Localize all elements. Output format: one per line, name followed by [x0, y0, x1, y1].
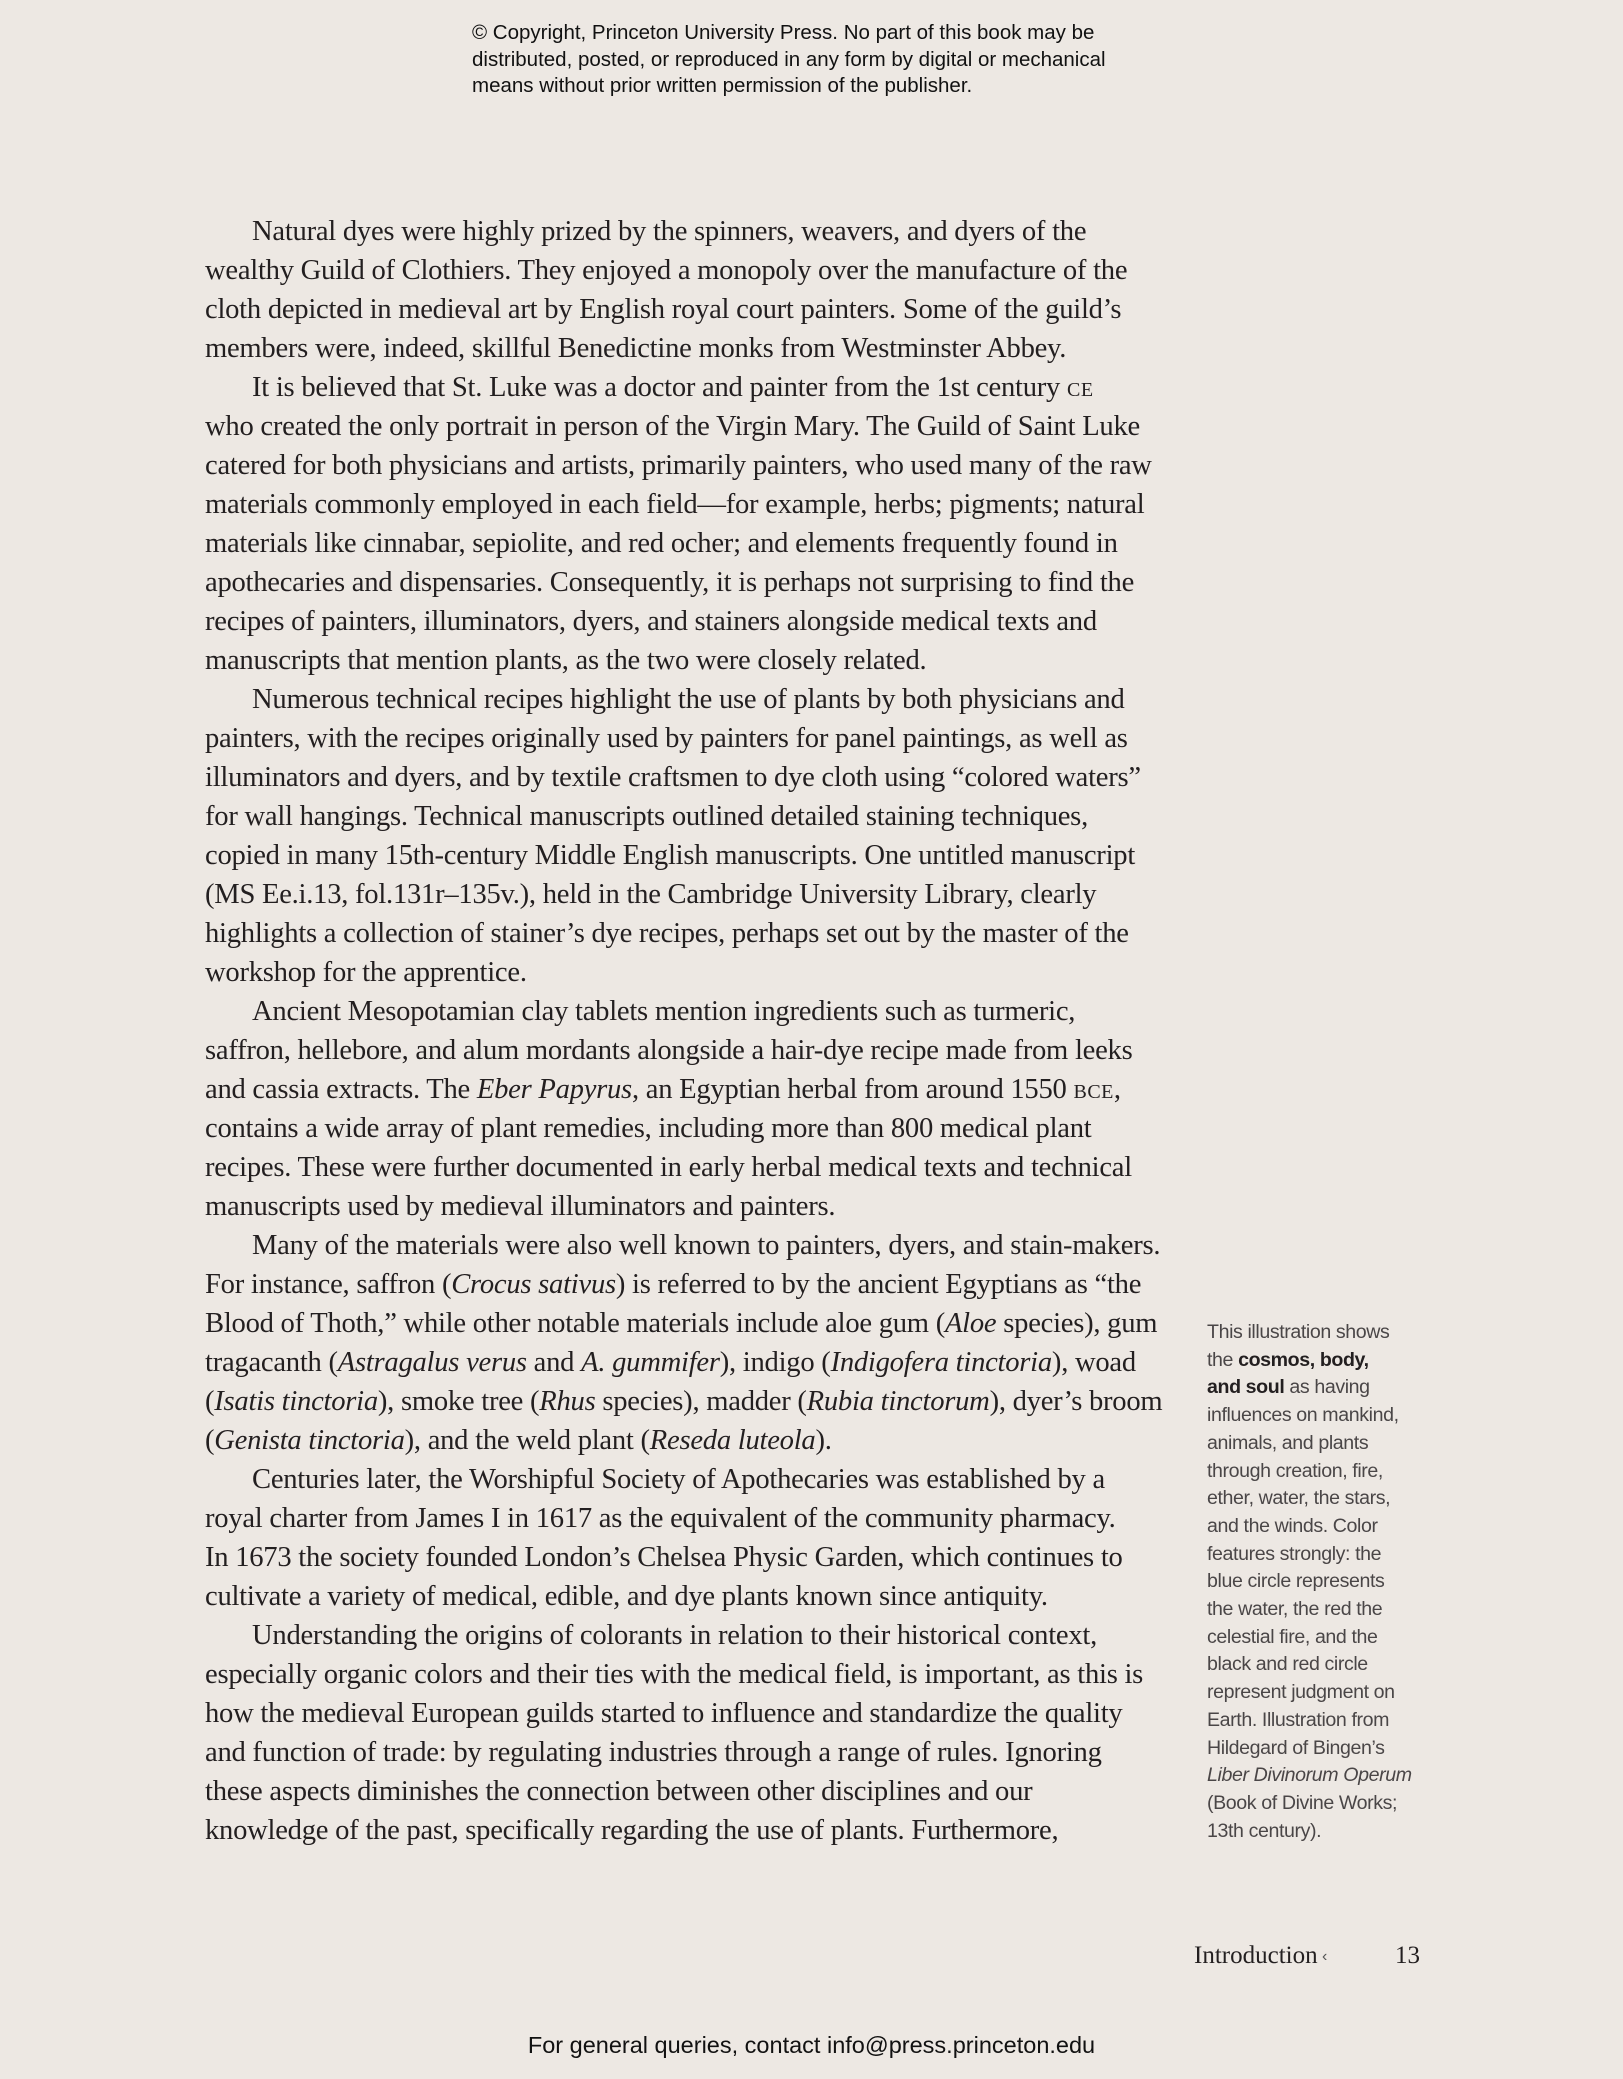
caption-line [1207, 1818, 1447, 1846]
text-line [205, 1499, 1215, 1538]
text-line [205, 251, 1215, 290]
text-run: For instance, saffron ( [205, 1269, 452, 1300]
text-run: manuscripts that mention plants, as the two were closely related. [205, 645, 927, 676]
text-run: blue circle represents [1207, 1570, 1385, 1593]
text-line [205, 1460, 1215, 1499]
small-caps-text: ce [1067, 372, 1094, 403]
text-line [205, 1811, 1215, 1850]
text-run: especially organic colors and their ties with the medical field, is important, as this is [205, 1659, 1144, 1690]
text-run: Earth. Illustration from [1207, 1708, 1390, 1731]
text-run: features strongly: the [1207, 1542, 1382, 1565]
text-run: recipes. These were further documented in early herbal medical texts and technical [205, 1152, 1132, 1183]
text-run: materials commonly employed in each field—for example, herbs; pigments; natural [205, 489, 1145, 520]
text-line [205, 1772, 1215, 1811]
text-run: these aspects diminishes the connection between other disciplines and our [205, 1776, 1033, 1807]
text-run: cultivate a variety of medical, edible, and dye plants known since antiquity. [205, 1581, 1048, 1612]
caption-line [1207, 1679, 1447, 1707]
text-line [205, 1694, 1215, 1733]
italic-text: Rubia tinctorum [806, 1386, 990, 1417]
text-run: influences on mankind, [1207, 1404, 1399, 1427]
text-run: saffron, hellebore, and alum mordants alongside a hair-dye recipe made from leeks [205, 1035, 1133, 1066]
bold-text: and soul [1207, 1376, 1285, 1399]
caption-line [1207, 1568, 1447, 1596]
copyright-line: © Copyright, Princeton University Press. No part of this book may be [472, 21, 1095, 44]
text-run: wealthy Guild of Clothiers. They enjoyed a monopoly over the manufacture of the [205, 255, 1128, 286]
italic-text: Genista tinctoria [214, 1425, 405, 1456]
text-line [205, 719, 1215, 758]
italic-text: A. gummifer [581, 1347, 720, 1378]
caption-line [1207, 1735, 1447, 1763]
copyright-line: distributed, posted, or reproduced in any form by digital or mechanical [472, 47, 1106, 71]
text-run: illuminators and dyers, and by textile craftsmen to dye cloth using “colored waters” [205, 762, 1141, 793]
caption-line [1207, 1513, 1447, 1541]
text-run: In 1673 the society founded London’s Chelsea Physic Garden, which continues to [205, 1542, 1123, 1573]
caption-line [1207, 1762, 1447, 1790]
text-run: Ancient Mesopotamian clay tablets mention ingredients such as turmeric, [252, 996, 1076, 1027]
italic-text: Indigofera tinctoria [830, 1347, 1052, 1378]
italic-text: Liber Divinorum Operum [1207, 1764, 1412, 1787]
text-line [205, 1070, 1215, 1109]
text-line [205, 797, 1215, 836]
text-run: species), madder ( [595, 1386, 807, 1417]
text-run: tragacanth ( [205, 1347, 338, 1378]
text-run: how the medieval European guilds started to influence and standardize the quality [205, 1698, 1123, 1729]
text-run: (Book of Divine Works; [1207, 1791, 1398, 1814]
text-line [205, 836, 1215, 875]
running-footer-section: Introduction [1194, 1942, 1318, 1969]
text-line [205, 602, 1215, 641]
text-line [205, 641, 1215, 680]
caption-line [1207, 1790, 1447, 1818]
text-run: black and red circle [1207, 1653, 1368, 1676]
text-run: and [526, 1347, 582, 1378]
italic-text: Eber Papyrus [476, 1074, 632, 1105]
text-run: contains a wide array of plant remedies, including more than 800 medical plant [205, 1113, 1092, 1144]
copyright-line: means without prior written permission of the publisher. [472, 74, 973, 97]
text-run: ), indigo ( [719, 1347, 831, 1378]
text-run: workshop for the apprentice. [205, 957, 527, 988]
text-run: copied in many 15th-century Middle English manuscripts. One untitled manuscript [205, 840, 1136, 871]
text-run: for wall hangings. Technical manuscripts outlined detailed staining techniques, [205, 801, 1088, 832]
page-number: 13 [1395, 1942, 1420, 1969]
text-run: ). [815, 1425, 832, 1456]
text-run: knowledge of the past, specifically regarding the use of plants. Furthermore, [205, 1815, 1059, 1846]
text-run: species), gum [996, 1308, 1158, 1339]
caption-line [1207, 1541, 1447, 1569]
text-line [205, 524, 1215, 563]
chevron-left-icon: ‹ [1322, 1948, 1328, 1965]
text-run: 13th century). [1207, 1819, 1322, 1842]
text-run: ether, water, the stars, [1207, 1487, 1391, 1510]
text-line [205, 953, 1215, 992]
text-run: ), dyer’s broom [989, 1386, 1163, 1417]
text-run: cloth depicted in medieval art by English royal court painters. Some of the guild’s [205, 294, 1122, 325]
italic-text: Reseda luteola [649, 1425, 816, 1456]
text-line [205, 680, 1215, 719]
text-run: recipes of painters, illuminators, dyers, and stainers alongside medical texts and [205, 606, 1097, 637]
text-run: , an Egyptian herbal from around 1550 [631, 1074, 1074, 1105]
text-line [205, 914, 1215, 953]
text-run: Natural dyes were highly prized by the spinners, weavers, and dyers of the [252, 216, 1087, 247]
caption-line [1207, 1458, 1447, 1486]
text-run: ), woad [1051, 1347, 1136, 1378]
caption-line [1207, 1707, 1447, 1735]
text-line [205, 1265, 1215, 1304]
text-run: highlights a collection of stainer’s dye recipes, perhaps set out by the master of the [205, 918, 1129, 949]
text-line [205, 1538, 1215, 1577]
text-run: materials like cinnabar, sepiolite, and red ocher; and elements frequently found in [205, 528, 1118, 559]
text-run: It is believed that St. Luke was a doctor and painter from the 1st century [252, 372, 1067, 403]
text-line [205, 1109, 1215, 1148]
text-run: who created the only portrait in person of the Virgin Mary. The Guild of Saint Luke [205, 411, 1140, 442]
caption-line [1207, 1430, 1447, 1458]
text-run: the water, the red the [1207, 1598, 1383, 1621]
text-run: Blood of Thoth,” while other notable materials include aloe gum ( [205, 1308, 945, 1339]
caption-line [1207, 1374, 1447, 1402]
text-line [205, 875, 1215, 914]
text-line [205, 1616, 1215, 1655]
contact-note: For general queries, contact info@press.princeton.edu [527, 2032, 1096, 2058]
text-line [205, 1382, 1215, 1421]
text-line [205, 563, 1215, 602]
text-run: and the winds. Color [1207, 1514, 1378, 1537]
small-caps-text: bce [1073, 1074, 1114, 1105]
italic-text: Crocus sativus [451, 1269, 616, 1300]
text-line [205, 1304, 1215, 1343]
text-run: Centuries later, the Worshipful Society of Apothecaries was established by a [252, 1464, 1105, 1495]
text-run: Hildegard of Bingen’s [1207, 1736, 1385, 1759]
text-run: Understanding the origins of colorants in relation to their historical context, [252, 1620, 1098, 1651]
text-run: the [1207, 1348, 1239, 1371]
text-run: ) is referred to by the ancient Egyptians as “the [615, 1269, 1142, 1300]
caption-line [1207, 1319, 1447, 1347]
text-line [205, 212, 1215, 251]
text-run: (MS Ee.i.13, fol.131r–135v.), held in the Cambridge University Library, clearly [205, 879, 1097, 910]
bold-text: cosmos, body, [1238, 1348, 1369, 1371]
text-run: members were, indeed, skillful Benedictine monks from Westminster Abbey. [205, 333, 1067, 364]
text-run: and cassia extracts. The [205, 1074, 477, 1105]
text-run: ), smoke tree ( [377, 1386, 540, 1417]
text-run: catered for both physicians and artists, primarily painters, who used many of the raw [205, 450, 1152, 481]
text-line [205, 446, 1215, 485]
text-run: through creation, fire, [1207, 1459, 1383, 1482]
text-line [205, 1031, 1215, 1070]
text-line [205, 1421, 1215, 1460]
copyright-notice [472, 20, 1192, 100]
text-run: royal charter from James I in 1617 as the equivalent of the community pharmacy. [205, 1503, 1116, 1534]
caption-line [1207, 1651, 1447, 1679]
text-line [205, 758, 1215, 797]
caption-line [1207, 1596, 1447, 1624]
text-run: Numerous technical recipes highlight the use of plants by both physicians and [252, 684, 1125, 715]
text-run: ), and the weld plant ( [404, 1425, 650, 1456]
figure-caption [1207, 1319, 1447, 1845]
text-run: and function of trade: by regulating industries through a range of rules. Ignoring [205, 1737, 1102, 1768]
body-text [205, 212, 1215, 1850]
text-run: represent judgment on [1207, 1681, 1395, 1704]
text-run: , [1113, 1074, 1121, 1105]
text-line [205, 329, 1215, 368]
text-line [205, 1187, 1215, 1226]
caption-line [1207, 1402, 1447, 1430]
caption-line [1207, 1624, 1447, 1652]
caption-line [1207, 1347, 1447, 1375]
text-line [205, 1343, 1215, 1382]
text-line [205, 1655, 1215, 1694]
text-line [205, 485, 1215, 524]
text-line [205, 290, 1215, 329]
text-line [205, 992, 1215, 1031]
italic-text: Astragalus verus [337, 1347, 527, 1378]
text-run: ( [205, 1425, 215, 1456]
text-line [205, 1226, 1215, 1265]
text-line [205, 1733, 1215, 1772]
italic-text: Rhus [539, 1386, 596, 1417]
text-line [205, 1577, 1215, 1616]
text-run: painters, with the recipes originally used by painters for panel paintings, as well as [205, 723, 1128, 754]
text-line [205, 368, 1215, 407]
text-run: This illustration shows [1207, 1321, 1390, 1343]
italic-text: Aloe [944, 1308, 997, 1339]
text-line [205, 407, 1215, 446]
text-line [205, 1148, 1215, 1187]
caption-line [1207, 1485, 1447, 1513]
text-run: manuscripts used by medieval illuminators and painters. [205, 1191, 836, 1222]
text-run: animals, and plants [1207, 1431, 1369, 1454]
text-run: apothecaries and dispensaries. Consequently, it is perhaps not surprising to find the [205, 567, 1135, 598]
text-run: Many of the materials were also well known to painters, dyers, and stain-makers. [252, 1230, 1161, 1261]
text-run: as having [1284, 1376, 1370, 1399]
text-run: ( [205, 1386, 215, 1417]
italic-text: Isatis tinctoria [214, 1386, 378, 1417]
text-run: celestial fire, and the [1207, 1625, 1378, 1648]
